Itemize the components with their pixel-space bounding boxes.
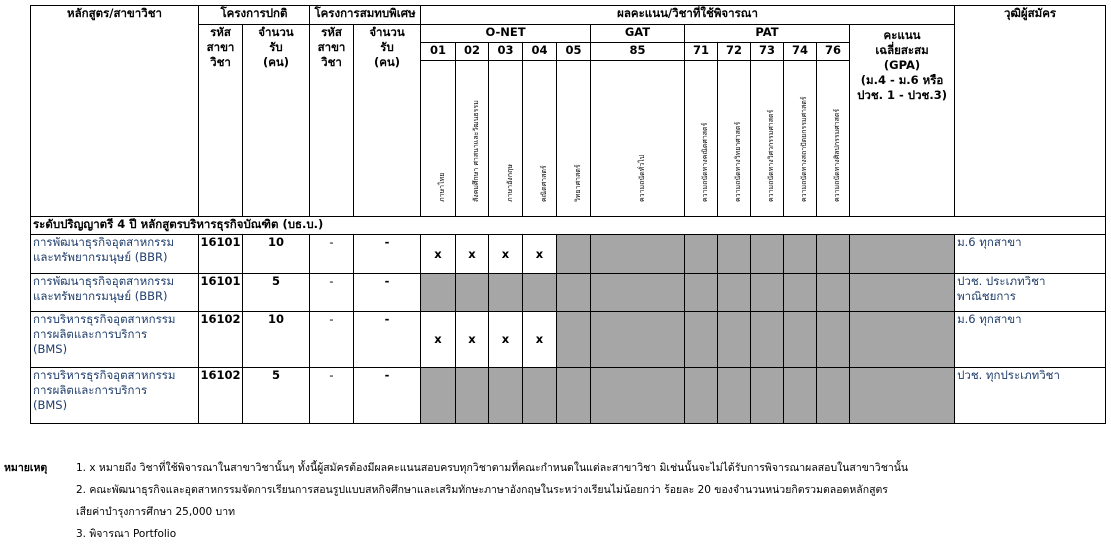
note-3: 3. พิจารณา Portfolio — [76, 528, 177, 540]
subject-cell-gray — [718, 235, 751, 274]
subject-name-01 — [421, 61, 456, 217]
subject-mark: x — [489, 235, 523, 274]
program-name-line: การบริหารธุรกิจอุตสาหกรรม — [33, 368, 176, 382]
subject-cell-gray — [817, 274, 850, 312]
program-capacity: 5 — [243, 368, 310, 424]
subject-cell-gray — [784, 274, 817, 312]
program-name — [31, 368, 199, 424]
subject-cell-gray — [751, 368, 784, 424]
gpa-cell-gray — [850, 235, 955, 274]
program-name-line: (BMS) — [33, 398, 68, 412]
subject-cell-gray — [718, 274, 751, 312]
header-regular-code — [199, 25, 243, 217]
header-gpa — [850, 25, 955, 217]
special-code: - — [310, 368, 354, 424]
code-label-1: รหัส — [210, 25, 231, 39]
program-code: 16101 — [199, 235, 243, 274]
subject-name-76 — [817, 61, 850, 217]
subject-name-text: สังคมศึกษา ศาสนาและวัฒนธรรม — [472, 100, 481, 202]
program-name-line: การผลิตและการบริการ — [33, 327, 148, 341]
subject-cell-gray — [685, 368, 718, 424]
subject-name-71 — [685, 61, 718, 217]
subject-code-74: 74 — [784, 43, 817, 61]
subject-cell-gray — [489, 274, 523, 312]
subject-code-02: 02 — [456, 43, 489, 61]
capacity-label-2: รับ — [380, 40, 394, 54]
subject-name-text: ความถนัดทั่วไป — [637, 154, 646, 202]
special-code: - — [310, 235, 354, 274]
subject-name-02 — [456, 61, 489, 217]
subject-cell-gray — [751, 312, 784, 368]
subject-name-72 — [718, 61, 751, 217]
program-code: 16101 — [199, 274, 243, 312]
subject-mark: x — [421, 235, 456, 274]
subject-code-72: 72 — [718, 43, 751, 61]
note-2-continued: เสียค่าบำรุงการศึกษา 25,000 บาท — [76, 506, 236, 518]
header-pat: PAT — [685, 25, 850, 43]
subject-cell-gray — [817, 368, 850, 424]
header-onet: O-NET — [421, 25, 591, 43]
program-name — [31, 235, 199, 274]
subject-code-01: 01 — [421, 43, 456, 61]
subject-cell-gray — [489, 368, 523, 424]
program-name-line: และทรัพยากรมนุษย์ (BBR) — [33, 289, 168, 303]
subject-cell-gray — [557, 274, 591, 312]
program-name-line: การพัฒนาธุรกิจอุตสาหกรรม — [33, 274, 175, 288]
special-code: - — [310, 274, 354, 312]
program-name-line: การบริหารธุรกิจอุตสาหกรรม — [33, 312, 176, 326]
subject-cell-gray — [456, 274, 489, 312]
subject-code-04: 04 — [523, 43, 557, 61]
subject-name-text: วิทยาศาสตร์ — [573, 164, 582, 202]
subject-cell-gray — [718, 312, 751, 368]
gpa-cell-gray — [850, 312, 955, 368]
subject-cell-gray — [591, 274, 685, 312]
subject-cell-gray — [751, 235, 784, 274]
subject-cell-gray — [523, 274, 557, 312]
subject-cell-gray — [421, 368, 456, 424]
program-code: 16102 — [199, 312, 243, 368]
subject-mark: x — [523, 235, 557, 274]
gpa-cell-gray — [850, 274, 955, 312]
qualification — [955, 312, 1106, 368]
subject-cell-gray — [421, 274, 456, 312]
gpa-label-5: ปวช. 1 - ปวช.3) — [857, 88, 947, 102]
subject-cell-gray — [591, 235, 685, 274]
capacity-label-2: รับ — [269, 40, 283, 54]
subject-cell-gray — [718, 368, 751, 424]
qualification-line: ปวช. ประเภทวิชา — [957, 274, 1046, 288]
header-special-code — [310, 25, 354, 217]
subject-name-85 — [591, 61, 685, 217]
subject-name-74 — [784, 61, 817, 217]
program-code: 16102 — [199, 368, 243, 424]
table-row — [31, 368, 1106, 424]
header-regular-capacity — [243, 25, 310, 217]
subject-cell-gray — [591, 312, 685, 368]
program-name — [31, 312, 199, 368]
qualification — [955, 274, 1106, 312]
special-capacity: - — [354, 235, 421, 274]
subject-code-85: 85 — [591, 43, 685, 61]
notes-label: หมายเหตุ — [4, 462, 48, 474]
header-scores: ผลคะแนน/วิชาที่ใช้พิจารณา — [421, 6, 955, 25]
gpa-label-1: คะแนน — [883, 28, 921, 42]
note-2: 2. คณะพัฒนาธุรกิจและอุตสาหกรรมจัดการเรียนการสอนรูปแบบสหกิจศึกษาและเสริมทักษะภาษาอังกฤษในระหว่างเรียนไม่น้อยกว่า ร้อยละ 20 ของจำนวนหน่วยกิตรวมตลอดหลักสูตร — [76, 484, 888, 496]
subject-mark: x — [456, 312, 489, 368]
program-capacity: 5 — [243, 274, 310, 312]
program-capacity: 10 — [243, 235, 310, 274]
subject-mark: x — [523, 312, 557, 368]
program-name-line: (BMS) — [33, 342, 68, 356]
capacity-label-1: จำนวน — [258, 25, 294, 39]
subject-code-76: 76 — [817, 43, 850, 61]
special-capacity: - — [354, 312, 421, 368]
subject-cell-gray — [784, 235, 817, 274]
subject-name-text: ความถนัดทางสถาปัตยกรรมศาสตร์ — [800, 96, 809, 202]
capacity-label-3: (คน) — [262, 55, 290, 69]
subject-mark: x — [421, 312, 456, 368]
table-row — [31, 235, 1106, 274]
gpa-label-2: เฉลี่ยสะสม — [875, 43, 929, 57]
header-program: หลักสูตร/สาขาวิชา — [31, 6, 199, 217]
special-capacity: - — [354, 368, 421, 424]
subject-name-text: ความถนัดทางวิศวกรรมศาสตร์ — [767, 109, 776, 202]
capacity-label-3: (คน) — [373, 55, 401, 69]
code-label-3: วิชา — [321, 55, 342, 69]
subject-cell-gray — [685, 274, 718, 312]
subject-cell-gray — [817, 235, 850, 274]
subject-name-text: ความถนัดทางวิทยาศาสตร์ — [734, 121, 743, 202]
subject-cell-gray — [685, 312, 718, 368]
subject-mark: x — [456, 235, 489, 274]
qualification-line: ม.6 ทุกสาขา — [957, 312, 1022, 326]
subject-cell-gray — [591, 368, 685, 424]
program-capacity: 10 — [243, 312, 310, 368]
subject-cell-gray — [751, 274, 784, 312]
subject-code-03: 03 — [489, 43, 523, 61]
subject-cell-gray — [523, 368, 557, 424]
note-1: 1. x หมายถึง วิชาที่ใช้พิจารณาในสาขาวิชานั้นๆ ทั้งนี้ผู้สมัครต้องมีผลคะแนนสอบครบทุกวิชาตามที่คณะกำหนดในแต่ละสาขาวิชา มิเช่นนั้นจะไม่ได้รับการพิจารณาผลสอบในสาขาวิชานั้น — [76, 462, 909, 474]
subject-code-73: 73 — [751, 43, 784, 61]
qualification-line: พาณิชยการ — [957, 289, 1016, 303]
subject-name-04 — [523, 61, 557, 217]
subject-name-73 — [751, 61, 784, 217]
code-label-2: สาขา — [206, 40, 235, 54]
capacity-label-1: จำนวน — [369, 25, 405, 39]
subject-name-text: ภาษาอังกฤษ — [505, 164, 514, 202]
header-regular: โครงการปกติ — [199, 6, 310, 25]
subject-name-text: ความถนัดทางคณิตศาสตร์ — [701, 122, 710, 202]
code-label-1: รหัส — [321, 25, 342, 39]
subject-cell-gray — [685, 235, 718, 274]
subject-cell-gray — [557, 368, 591, 424]
code-label-2: สาขา — [317, 40, 346, 54]
table-row — [31, 274, 1106, 312]
subject-cell-gray — [784, 312, 817, 368]
subject-name-05 — [557, 61, 591, 217]
gpa-cell-gray — [850, 368, 955, 424]
qualification — [955, 235, 1106, 274]
subject-code-05: 05 — [557, 43, 591, 61]
subject-name-text: ภาษาไทย — [438, 172, 447, 202]
subject-cell-gray — [456, 368, 489, 424]
header-gat: GAT — [591, 25, 685, 43]
qualification — [955, 368, 1106, 424]
table-row — [31, 312, 1106, 368]
program-name-line: การพัฒนาธุรกิจอุตสาหกรรม — [33, 235, 175, 249]
code-label-3: วิชา — [210, 55, 231, 69]
subject-cell-gray — [817, 312, 850, 368]
header-qualification: วุฒิผู้สมัคร — [955, 6, 1106, 217]
subject-cell-gray — [557, 235, 591, 274]
subject-name-text: คณิตศาสตร์ — [539, 165, 548, 202]
qualification-line: ม.6 ทุกสาขา — [957, 235, 1022, 249]
subject-name-text: ความถนัดทางศิลปกรรมศาสตร์ — [833, 108, 842, 202]
special-code: - — [310, 312, 354, 368]
program-name — [31, 274, 199, 312]
gpa-label-3: (GPA) — [883, 58, 921, 72]
header-special-capacity — [354, 25, 421, 217]
qualification-line: ปวช. ทุกประเภทวิชา — [957, 368, 1060, 382]
subject-cell-gray — [784, 368, 817, 424]
subject-mark: x — [489, 312, 523, 368]
gpa-label-4: (ม.4 - ม.6 หรือ — [860, 73, 944, 87]
program-name-line: และทรัพยากรมนุษย์ (BBR) — [33, 250, 168, 264]
program-name-line: การผลิตและการบริการ — [33, 383, 148, 397]
header-special: โครงการสมทบพิเศษ — [310, 6, 421, 25]
subject-code-71: 71 — [685, 43, 718, 61]
admission-table — [30, 5, 1106, 424]
section-title: ระดับปริญญาตรี 4 ปี หลักสูตรบริหารธุรกิจบัณฑิต (บธ.บ.) — [31, 217, 1106, 235]
subject-cell-gray — [557, 312, 591, 368]
special-capacity: - — [354, 274, 421, 312]
subject-name-03 — [489, 61, 523, 217]
table-body — [31, 235, 1106, 424]
